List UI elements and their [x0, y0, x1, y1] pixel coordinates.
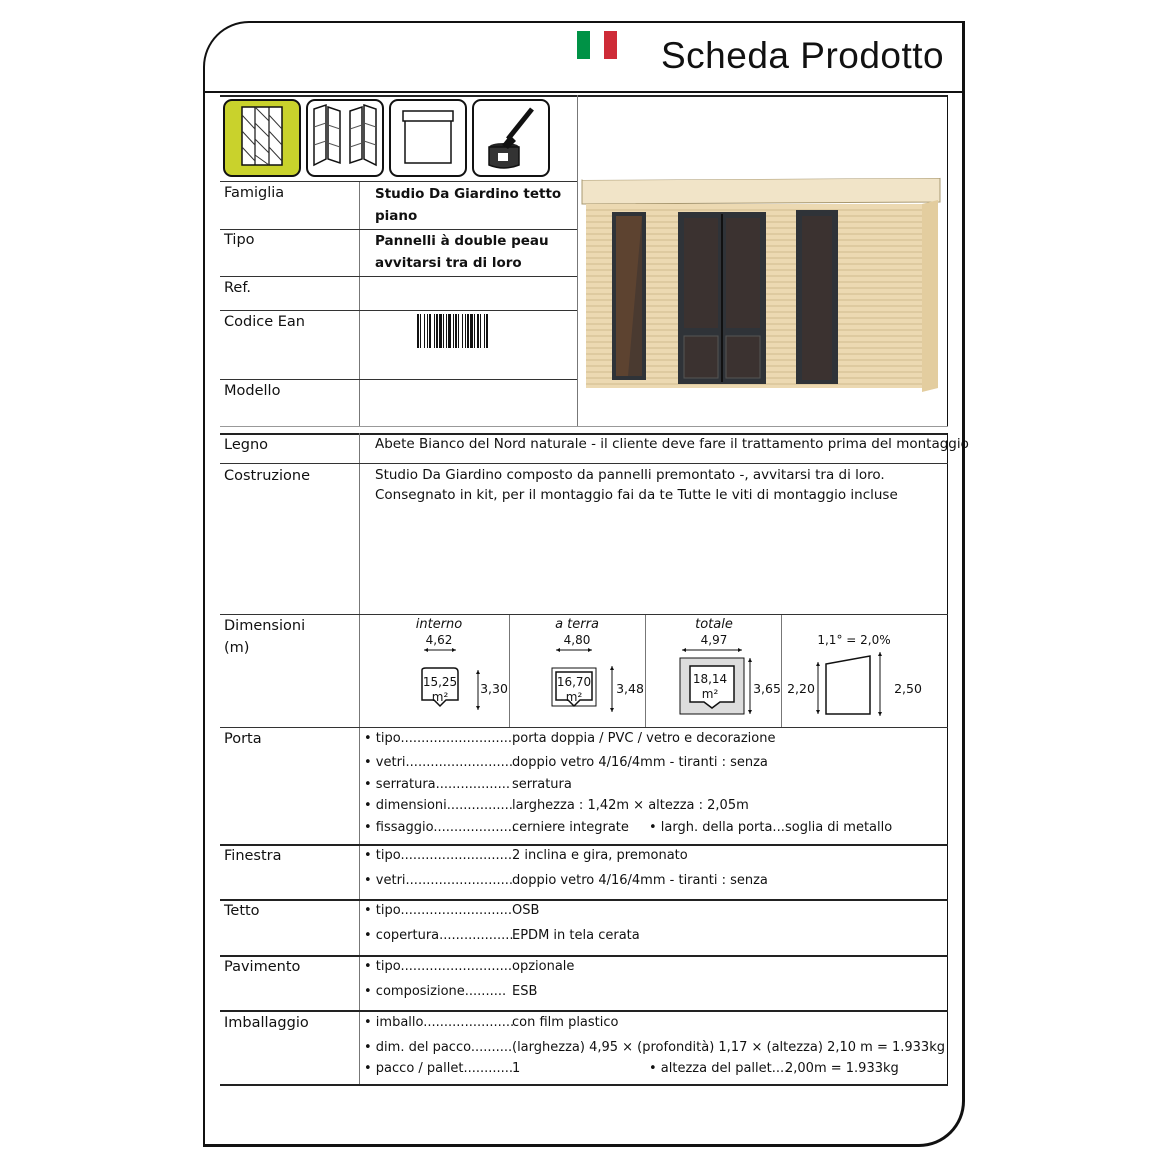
legno-label: Legno — [224, 437, 269, 453]
tipo-label: Tipo — [224, 232, 255, 248]
tetto-copertura-key: • copertura.................. — [364, 928, 514, 943]
divider — [645, 615, 646, 727]
divider — [220, 955, 948, 957]
divider — [220, 379, 577, 380]
divider — [509, 615, 510, 727]
divider — [220, 1084, 948, 1086]
italian-flag-icon — [577, 31, 617, 59]
paint-brush-icon — [472, 99, 550, 177]
tetto-tipo-key: • tipo........................... — [364, 903, 513, 918]
porta-serratura-key: • serratura.................. — [364, 777, 511, 792]
pavimento-tipo-key: • tipo........................... — [364, 959, 513, 974]
interno-caption: interno — [415, 617, 463, 632]
porta-larghezza-key: • largh. della porta... — [649, 820, 785, 835]
porta-serratura-value: serratura — [512, 777, 572, 792]
finestra-label: Finestra — [224, 848, 282, 864]
wood-panel-icon — [223, 99, 301, 177]
interno-area-unit: m² — [431, 690, 449, 704]
divider — [947, 433, 948, 1085]
finestra-vetri-value: doppio vetro 4/16/4mm - tiranti : senza — [512, 873, 768, 888]
aterra-width: 4,80 — [563, 633, 591, 647]
imballaggio-dim-key: • dim. del pacco.......... — [364, 1040, 513, 1055]
pavimento-composizione-value: ESB — [512, 984, 538, 999]
roof-height-low: 2,20 — [787, 681, 815, 696]
costruzione-label: Costruzione — [224, 468, 311, 484]
finestra-tipo-key: • tipo........................... — [364, 848, 513, 863]
imballaggio-pallet-key: • pacco / pallet............ — [364, 1061, 514, 1076]
imballaggio-imballo-value: con film plastico — [512, 1015, 619, 1030]
tetto-copertura-value: EPDM in tela cerata — [512, 928, 640, 943]
tipo-value: Pannelli à double peau avvitarsi tra di loro — [375, 233, 549, 271]
divider — [359, 182, 360, 427]
famiglia-label: Famiglia — [224, 185, 285, 201]
imballaggio-altezza-value: 2,00m = 1.933kg — [785, 1061, 899, 1076]
divider — [220, 95, 948, 97]
roof-slope-diagram — [812, 650, 892, 720]
divider — [220, 899, 948, 901]
porta-fissaggio-value: cerniere integrate — [512, 820, 629, 835]
interno-width: 4,62 — [425, 633, 453, 647]
roof-slope: 1,1° = 2,0% — [817, 633, 891, 647]
porta-dimensioni-value: larghezza : 1,42m × altezza : 2,05m — [512, 798, 749, 813]
finestra-tipo-value: 2 inclina e gira, premonato — [512, 848, 688, 863]
tetto-tipo-value: OSB — [512, 903, 540, 918]
wall-panels-icon — [306, 99, 384, 177]
famiglia-value: Studio Da Giardino tetto piano — [375, 186, 562, 224]
porta-vetri-key: • vetri.......................... — [364, 755, 513, 770]
divider — [220, 1010, 948, 1012]
totale-height: 3,65 — [753, 681, 781, 696]
roof-height-high: 2,50 — [894, 681, 922, 696]
divider — [220, 433, 948, 435]
divider — [220, 181, 577, 182]
totale-caption: totale — [695, 617, 733, 632]
pavimento-tipo-value: opzionale — [512, 959, 575, 974]
totale-area-unit: m² — [701, 687, 719, 701]
costruzione-line-1: Studio Da Giardino composto da pannelli premontato -, avvitarsi tra di loro. — [375, 467, 885, 483]
porta-vetri-value: doppio vetro 4/16/4mm - tiranti : senza — [512, 755, 768, 770]
imballaggio-imballo-key: • imballo...................... — [364, 1015, 515, 1030]
divider — [220, 463, 948, 464]
aterra-area-unit: m² — [565, 690, 583, 704]
interno-height: 3,30 — [480, 681, 508, 696]
totale-width: 4,97 — [700, 633, 728, 647]
aterra-caption: a terra — [555, 617, 599, 632]
porta-label: Porta — [224, 731, 262, 747]
costruzione-line-2: Consegnato in kit, per il montaggio fai da te Tutte le viti di montaggio incluse — [375, 487, 898, 503]
dimensioni-unit: (m) — [224, 640, 250, 656]
finestra-vetri-key: • vetri.......................... — [364, 873, 513, 888]
garden-studio-image — [578, 170, 946, 394]
page-title: Scheda Prodotto — [661, 35, 945, 76]
interno-area: 15,25 — [422, 675, 458, 689]
divider — [220, 614, 948, 615]
imballaggio-pallet-value: 1 — [512, 1061, 521, 1076]
pavimento-composizione-key: • composizione.......... — [364, 984, 507, 999]
imballaggio-label: Imballaggio — [224, 1015, 309, 1031]
legno-value: Abete Bianco del Nord naturale - il cliente deve fare il trattamento prima del montaggio — [375, 436, 969, 452]
divider — [220, 310, 577, 311]
aterra-area: 16,70 — [556, 675, 592, 689]
pavimento-label: Pavimento — [224, 959, 301, 975]
divider — [220, 727, 948, 728]
barcode — [416, 314, 536, 350]
divider — [220, 844, 948, 846]
imballaggio-altezza-key: • altezza del pallet.... — [649, 1061, 789, 1076]
divider — [359, 433, 360, 1085]
aterra-height: 3,48 — [616, 681, 644, 696]
divider — [781, 615, 782, 727]
porta-tipo-value: porta doppia / PVC / vetro e decorazione — [512, 731, 776, 746]
box-icon — [389, 99, 467, 177]
divider — [220, 426, 948, 427]
divider — [947, 95, 948, 427]
ref-label: Ref. — [224, 280, 252, 296]
divider — [220, 276, 577, 277]
ean-label: Codice Ean — [224, 314, 305, 330]
porta-fissaggio-key: • fissaggio.................... — [364, 820, 516, 835]
porta-larghezza-value: soglia di metallo — [785, 820, 893, 835]
porta-tipo-key: • tipo........................... — [364, 731, 513, 746]
modello-label: Modello — [224, 383, 281, 399]
imballaggio-dim-value: (larghezza) 4,95 × (profondità) 1,17 × (altezza) 2,10 m = 1.933kg — [512, 1040, 945, 1055]
totale-area: 18,14 — [692, 672, 728, 686]
porta-dimensioni-key: • dimensioni................ — [364, 798, 513, 813]
tetto-label: Tetto — [224, 903, 260, 919]
header — [205, 23, 962, 93]
dimensioni-label: Dimensioni — [224, 618, 306, 634]
